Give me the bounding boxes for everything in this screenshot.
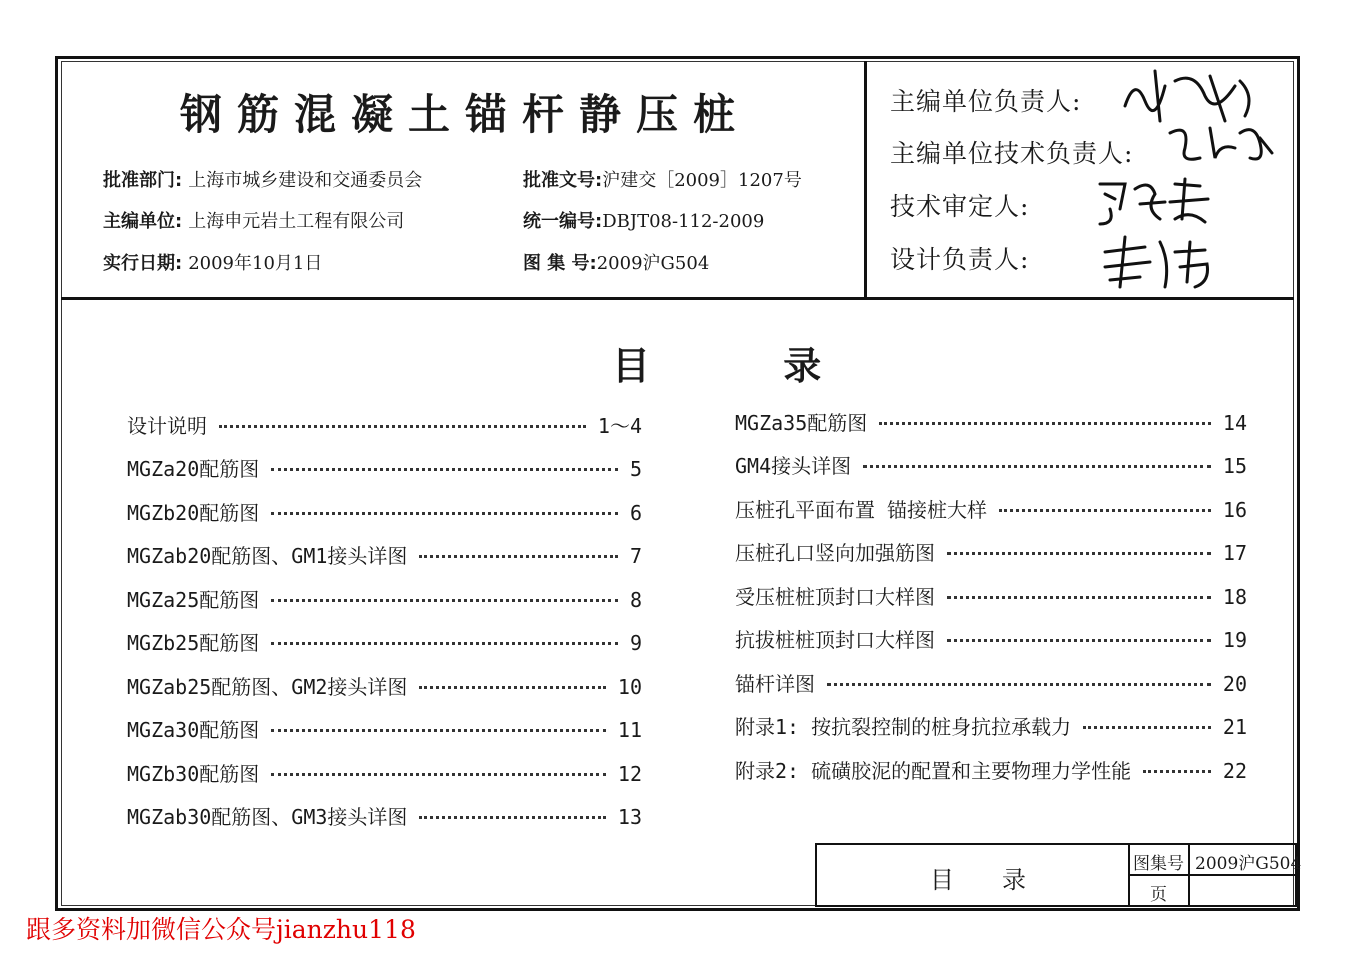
toc-item[interactable]: MGZa25配筋图 8 [127,588,642,612]
toc-item[interactable]: 附录2: 硫磺胶泥的配置和主要物理力学性能 22 [735,759,1247,783]
atlas-no: 图 集 号:2009沪G504 [523,253,710,274]
toc-item[interactable]: MGZa20配筋图 5 [127,457,642,481]
title-block-atlas-value: 2009沪G504 [1195,854,1302,874]
toc-item[interactable]: MGZab30配筋图、GM3接头详图 13 [127,805,642,829]
title-block-page-label: 页 [1150,885,1167,905]
approval-dept: 批准部门: 上海市城乡建设和交通委员会 [103,170,423,191]
responsible-design-lead: 设计负责人: [890,245,1030,274]
responsible-chief-editor: 主编单位负责人: [890,87,1082,116]
editor-unit: 主编单位: 上海申元岩土工程有限公司 [103,211,405,232]
responsible-tech-reviewer: 技术审定人: [890,192,1030,221]
toc-title: 目 录 [612,344,882,388]
toc-item[interactable]: MGZa30配筋图 11 [127,718,642,742]
toc-item[interactable]: 设计说明 1～4 [127,414,642,438]
toc-item[interactable]: MGZab20配筋图、GM1接头详图 7 [127,544,642,568]
title-block-atlas-label: 图集号 [1133,854,1184,874]
watermark-text: 跟多资料加微信公众号jianzhu118 [26,915,416,944]
toc-item[interactable]: MGZb25配筋图 9 [127,631,642,655]
toc-item[interactable]: 受压桩桩顶封口大样图 18 [735,585,1247,609]
toc-item[interactable]: MGZb30配筋图 12 [127,762,642,786]
header-vertical-divider [864,61,867,299]
signature-chief-editor [1115,66,1265,126]
effective-date: 实行日期: 2009年10月1日 [103,253,323,274]
toc-item[interactable]: 压桩孔口竖向加强筋图 17 [735,541,1247,565]
atlas-title: 钢筋混凝土锚杆静压桩 [180,90,751,139]
toc-item[interactable]: MGZb20配筋图 6 [127,501,642,525]
responsible-tech-chief: 主编单位技术负责人: [890,139,1134,168]
approval-doc: 批准文号:沪建交［2009］1207号 [523,170,802,191]
signature-tech-chief [1160,118,1280,168]
toc-item[interactable]: 抗拔桩桩顶封口大样图 19 [735,628,1247,652]
toc-item[interactable]: 锚杆详图 20 [735,672,1247,696]
header-divider [61,297,1294,300]
title-block-row-divider [1128,874,1297,876]
toc-item[interactable]: 压桩孔平面布置 锚接桩大样 16 [735,498,1247,522]
toc-item[interactable]: 附录1: 按抗裂控制的桩身抗拉承载力 21 [735,715,1247,739]
toc-item[interactable]: GM4接头详图 15 [735,454,1247,478]
toc-item[interactable]: MGZa35配筋图 14 [735,411,1247,435]
signature-tech-reviewer [1090,174,1220,229]
toc-item[interactable]: MGZab25配筋图、GM2接头详图 10 [127,675,642,699]
unified-no: 统一编号:DBJT08-112-2009 [523,211,765,232]
title-block-name: 目 录 [930,866,1026,894]
signature-design-lead [1095,232,1215,292]
